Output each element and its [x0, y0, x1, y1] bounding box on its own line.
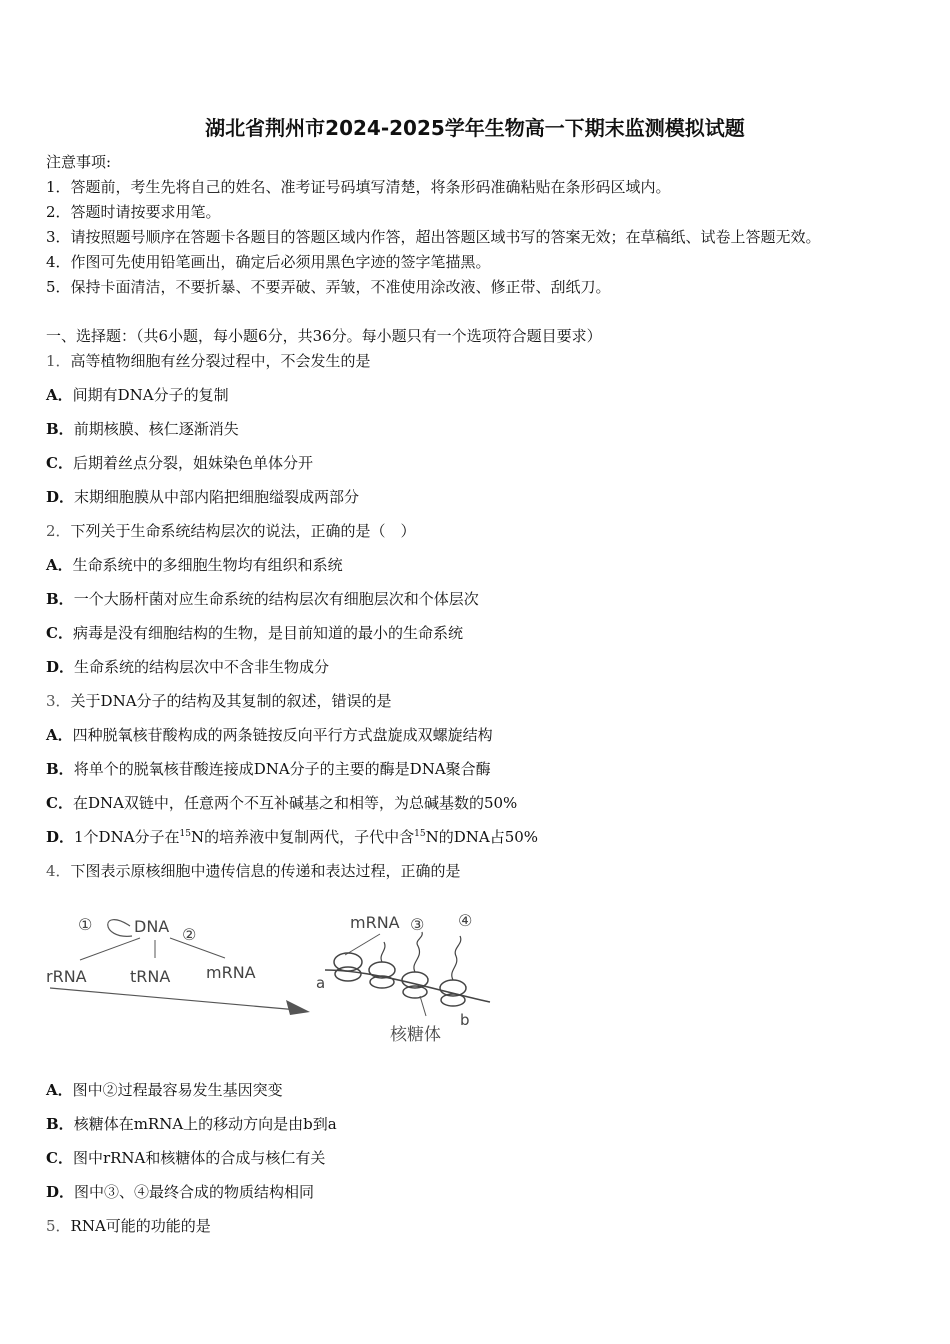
option-text-pre: 1个DNA分子在 [74, 828, 180, 846]
end-b-label: b [460, 1011, 470, 1029]
question-5 [46, 1216, 211, 1236]
option-label: B． [46, 1115, 74, 1133]
mrna-pointer [345, 934, 380, 955]
option-label: B． [46, 760, 74, 778]
option-1b [46, 419, 239, 439]
option-label: A． [46, 556, 73, 574]
polypeptide-chain [381, 942, 385, 962]
option-label: D． [46, 828, 75, 846]
ribosome-pointer [420, 996, 426, 1016]
option-3c [46, 793, 517, 813]
question-stem: RNA可能的功能的是 [70, 1217, 211, 1235]
option-3a [46, 725, 493, 745]
ribosome [335, 967, 361, 981]
option-label: C． [46, 1149, 73, 1167]
option-label: A． [46, 386, 73, 404]
polypeptide-chain [452, 936, 461, 980]
question-number: 4． [46, 862, 71, 880]
option-4d [46, 1182, 314, 1202]
option-text: 在DNA双链中，任意两个不互补碱基之和相等，为总碱基数的50% [72, 794, 518, 812]
notice-heading: 注意事项: [46, 153, 112, 171]
question-stem: 关于DNA分子的结构及其复制的叙述，错误的是 [70, 692, 392, 710]
process-2-label: ② [182, 925, 197, 944]
option-label: A． [46, 1081, 73, 1099]
notice-item: 3．请按照题号顺序在答题卡各题目的答题区域内作答，超出答题区域书写的答案无效；在草稿纸、试卷上答题无效。 [46, 228, 821, 246]
ribosome-label: 核糖体 [390, 1025, 441, 1045]
option-label: C． [46, 454, 73, 472]
option-4b [46, 1114, 337, 1134]
option-4a [46, 1080, 283, 1100]
question-stem: 下列关于生命系统结构层次的说法，正确的是（ ） [70, 522, 416, 540]
option-2d [46, 657, 329, 677]
option-text: 生命系统的结构层次中不含非生物成分 [74, 658, 330, 676]
option-text: 核糖体在mRNA上的移动方向是由b到a [73, 1115, 337, 1133]
option-text: 四种脱氧核苷酸构成的两条链按反向平行方式盘旋成双螺旋结构 [72, 726, 493, 744]
replication-loop [108, 920, 132, 937]
option-label: D． [46, 1183, 75, 1201]
question-3 [46, 691, 392, 711]
product-3-label: ③ [410, 915, 425, 934]
option-label: D． [46, 658, 75, 676]
mrna-left-label: mRNA [206, 963, 256, 982]
option-text: 前期核膜、核仁逐渐消失 [73, 420, 239, 438]
option-text: 末期细胞膜从中部内陷把细胞缢裂成两部分 [74, 488, 360, 506]
ribosome [334, 953, 362, 971]
option-text: 生命系统中的多细胞生物均有组织和系统 [72, 556, 343, 574]
question-1 [46, 351, 371, 371]
gene-expression-diagram [40, 900, 510, 1060]
page-title: 湖北省荆州市2024-2025学年生物高一下期末监测模拟试题 [205, 116, 745, 140]
option-1c [46, 453, 313, 473]
option-text: 将单个的脱氧核苷酸连接成DNA分子的主要的酶是DNA聚合酶 [73, 760, 491, 778]
option-3b [46, 759, 491, 779]
option-text: 病毒是没有细胞结构的生物，是目前知道的最小的生命系统 [72, 624, 463, 642]
option-text: 后期着丝点分裂，姐妹染色单体分开 [72, 454, 313, 472]
option-3d [46, 827, 538, 847]
option-text-mid: N的培养液中复制两代，子代中含 [191, 828, 415, 846]
product-4-label: ④ [458, 911, 473, 930]
arrow-to-mrna [170, 938, 225, 958]
trna-label: tRNA [130, 967, 171, 986]
notice-item: 2．答题时请按要求用笔。 [46, 203, 221, 221]
option-1a [46, 385, 229, 405]
option-label: D． [46, 488, 75, 506]
polypeptide-chain [414, 932, 422, 972]
question-number: 5． [46, 1217, 71, 1235]
notice-item: 1．答题前，考生先将自己的姓名、准考证号码填写清楚，将条形码准确粘贴在条形码区域内。 [46, 178, 671, 196]
mrna-right-label: mRNA [350, 913, 400, 932]
option-label: A． [46, 726, 73, 744]
arrow-to-rrna [80, 938, 140, 960]
option-label: B． [46, 420, 74, 438]
option-text-post: N的DNA占50% [425, 828, 539, 846]
question-number: 1． [46, 352, 71, 370]
ribosome-group [334, 953, 466, 1006]
option-2a [46, 555, 343, 575]
option-4c [46, 1148, 325, 1168]
question-number: 2． [46, 522, 71, 540]
option-2b [46, 589, 479, 609]
question-4 [46, 861, 461, 881]
dna-label: DNA [134, 917, 170, 936]
notice-item: 5．保持卡面清洁，不要折暴、不要弄破、弄皱，不准使用涂改液、修正带、刮纸刀。 [46, 278, 611, 296]
option-label: B． [46, 590, 74, 608]
rrna-label: rRNA [46, 967, 87, 986]
option-1d [46, 487, 359, 507]
option-text: 图中rRNA和核糖体的合成与核仁有关 [72, 1149, 326, 1167]
option-text: 间期有DNA分子的复制 [72, 386, 229, 404]
option-text: 一个大肠杆菌对应生命系统的结构层次有细胞层次和个体层次 [73, 590, 479, 608]
question-stem: 高等植物细胞有丝分裂过程中，不会发生的是 [70, 352, 371, 370]
question-2 [46, 521, 416, 541]
section-header: 一、选择题：（共6小题，每小题6分，共36分。每小题只有一个选项符合题目要求） [46, 327, 602, 345]
end-a-label: a [316, 974, 326, 992]
question-number: 3． [46, 692, 71, 710]
option-text: 图中③、④最终合成的物质结构相同 [74, 1183, 315, 1201]
option-label: C． [46, 794, 73, 812]
superscript: 15 [179, 829, 191, 839]
option-label: C． [46, 624, 73, 642]
process-1-label: ① [78, 915, 93, 934]
option-2c [46, 623, 463, 643]
option-text: 图中②过程最容易发生基因突变 [72, 1081, 283, 1099]
notice-item: 4．作图可先使用铅笔画出，确定后必须用黑色字迹的签字笔描黑。 [46, 253, 491, 271]
superscript: 15 [414, 829, 426, 839]
big-arrow-shaft [50, 988, 298, 1010]
question-stem: 下图表示原核细胞中遗传信息的传递和表达过程，正确的是 [70, 862, 461, 880]
big-arrow-head [286, 1000, 310, 1015]
